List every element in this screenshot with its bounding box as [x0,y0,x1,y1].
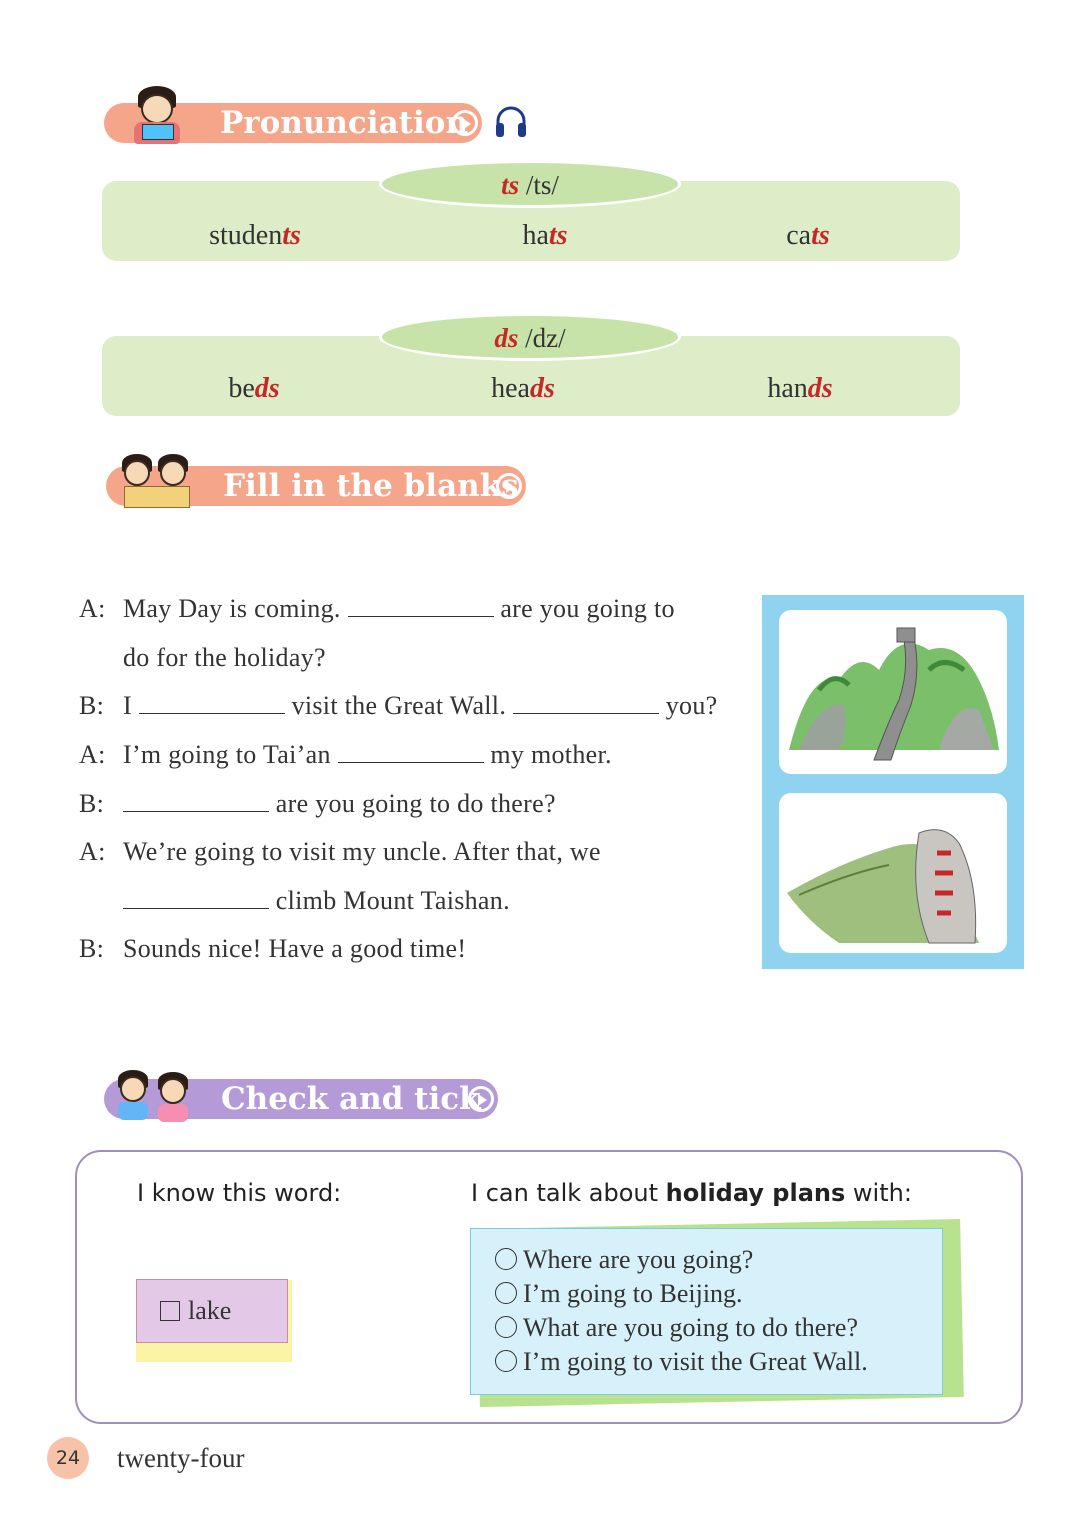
phrase-option[interactable]: What are you going to do there? [495,1313,858,1343]
mount-taishan-picture [779,793,1007,953]
sound-oval-ds [379,313,681,361]
word-hats: hats [522,220,568,251]
headphones-icon[interactable] [493,104,529,140]
pronunciation-title: Pronunciation [220,105,468,141]
blank[interactable] [513,691,659,714]
page-number-badge [47,1437,89,1479]
sound-letters: ds [494,323,519,353]
page-words: twenty-four [117,1443,245,1473]
word-label: lake [188,1296,232,1325]
sound-oval-ts [379,160,681,208]
dialogue-line: A: May Day is coming. are you going to [79,594,675,623]
pronunciation-arrow-icon[interactable] [452,110,478,136]
checkbox-icon[interactable] [160,1301,180,1321]
kids-waving-illustration [112,1068,196,1124]
blank[interactable] [338,740,484,763]
radio-circle-icon[interactable] [495,1282,517,1304]
fill-arrow-icon[interactable] [496,473,522,499]
word-card[interactable] [136,1279,288,1343]
fill-title: Fill in the blanks [223,468,519,504]
word-beds: beds [228,373,280,404]
word-students: students [209,220,301,251]
kids-reading-illustration [118,452,194,508]
dialogue-line: climb Mount Taishan. [79,886,510,916]
phrases-card [470,1228,943,1395]
know-word-label: I know this word: [137,1179,342,1207]
check-arrow-icon[interactable] [468,1086,494,1112]
dialogue-line: B: Sounds nice! Have a good time! [79,934,467,963]
pronunciation-section [0,0,1080,430]
pictures-panel [762,595,1024,969]
word-hands: hands [767,373,833,404]
sound-ipa: /dz/ [518,323,566,353]
dialogue-line: B: I visit the Great Wall. you? [79,691,718,720]
blank[interactable] [123,886,269,909]
talk-about-label: I can talk about holiday plans with: [471,1179,912,1207]
word-cats: cats [786,220,830,251]
radio-circle-icon[interactable] [495,1248,517,1270]
dialogue-line: do for the holiday? [123,643,326,672]
dialogue-line: A: We’re going to visit my uncle. After that, we [79,837,601,866]
phrase-option[interactable]: I’m going to Beijing. [495,1279,743,1309]
word-heads: heads [491,373,555,404]
blank[interactable] [139,691,285,714]
blank[interactable] [348,594,494,617]
radio-circle-icon[interactable] [495,1316,517,1338]
dialogue-line: A: I’m going to Tai’an my mother. [79,740,612,769]
great-wall-picture [779,610,1007,774]
sound-ipa: /ts/ [519,170,559,200]
dialogue-line: B: are you going to do there? [79,789,556,818]
word-checkbox-item[interactable] [160,1296,231,1326]
phrase-option[interactable]: I’m going to visit the Great Wall. [495,1347,868,1377]
radio-circle-icon[interactable] [495,1350,517,1372]
phrase-option[interactable]: Where are you going? [495,1245,753,1275]
sound-letters: ts [501,170,520,200]
girl-reading-illustration [128,86,188,146]
page-number: 24 [55,1447,81,1469]
blank[interactable] [123,789,269,812]
check-title: Check and tick [221,1081,481,1117]
